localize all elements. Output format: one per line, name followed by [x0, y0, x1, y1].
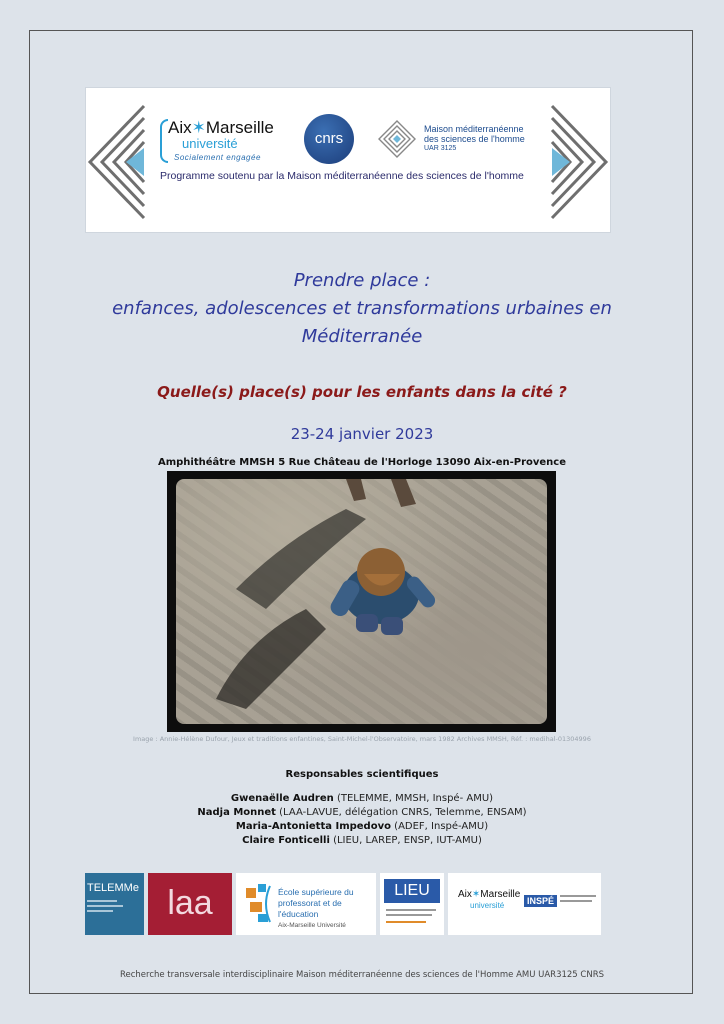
- event-venue: Amphithéâtre MMSH 5 Rue Château de l'Horloge 13090 Aix-en-Provence: [157, 457, 567, 468]
- child-photo-illustration: [176, 479, 547, 724]
- espe-mark-icon: [244, 882, 274, 926]
- maze-ornament-left: [86, 102, 146, 222]
- photo-caption: Image : Annie-Hélène Dufour, Jeux et traditions enfantines, Saint-Michel-l'Observatoire, mars 1982 Archives MMSH, Réf. : medihal-01304996: [133, 735, 591, 743]
- maze-ornament-right: [550, 102, 610, 222]
- responsable-3: Maria-Antonietta Impedovo (ADEF, Inspé-AMU): [235, 821, 489, 832]
- responsable-2: Nadja Monnet (LAA-LAVUE, délégation CNRS, Telemme, ENSAM): [197, 807, 527, 818]
- title-line-2: enfances, adolescences et transformations urbaines en: [112, 298, 612, 319]
- event-subtitle: Quelle(s) place(s) pour les enfants dans la cité ?: [157, 383, 567, 401]
- amu-inspe-name: Aix✶Marseille: [458, 889, 521, 900]
- lieu-logo: [380, 873, 444, 935]
- photo-content: [176, 479, 547, 724]
- amu-logo-tagline: Socialement engagée: [174, 153, 261, 162]
- amu-logo-university: université: [182, 136, 238, 151]
- responsable-1: Gwenaëlle Audren (TELEMME, MMSH, Inspé- AMU): [230, 793, 494, 804]
- amu-logo: [160, 116, 280, 166]
- telemme-logo-text: TELEMMe: [87, 882, 139, 894]
- header-banner: [85, 87, 611, 233]
- espe-logo: [236, 873, 376, 935]
- responsable-4: Claire Fonticelli (LIEU, LAREP, ENSP, IUT-AMU): [242, 835, 482, 846]
- lieu-logo-text: LIEU: [384, 879, 440, 903]
- amu-bracket-icon: [160, 119, 168, 163]
- mmsh-logo: [378, 118, 538, 162]
- responsables-heading: Responsables scientifiques: [285, 769, 439, 780]
- laa-logo: laa: [148, 873, 232, 935]
- telemme-logo: [85, 873, 144, 935]
- footer-text: Recherche transversale interdisciplinaire Maison méditerranéenne des sciences de l'Homme AMU UAR3125 CNRS: [119, 970, 605, 980]
- amu-inspe-university: université: [470, 901, 505, 910]
- inspe-badge: INSPÉ: [524, 895, 557, 907]
- cnrs-logo: cnrs: [304, 114, 354, 164]
- banner-caption: Programme soutenu par la Maison méditerranéenne des sciences de l'homme: [160, 170, 524, 182]
- espe-logo-text: École supérieure du professorat et de l'éducation Aix-Marseille Université: [278, 887, 354, 929]
- event-photo: [167, 471, 556, 732]
- title-line-3: Méditerranée: [301, 326, 423, 347]
- amu-inspe-logo: [448, 873, 601, 935]
- event-dates: 23-24 janvier 2023: [290, 425, 434, 443]
- amu-logo-name: Aix✶Marseille: [168, 118, 274, 137]
- mmsh-logo-text: Maison méditerranéenne des sciences de l'homme UAR 3125: [424, 124, 525, 152]
- mmsh-diamond-icon: [378, 120, 416, 158]
- title-line-1: Prendre place :: [293, 270, 431, 291]
